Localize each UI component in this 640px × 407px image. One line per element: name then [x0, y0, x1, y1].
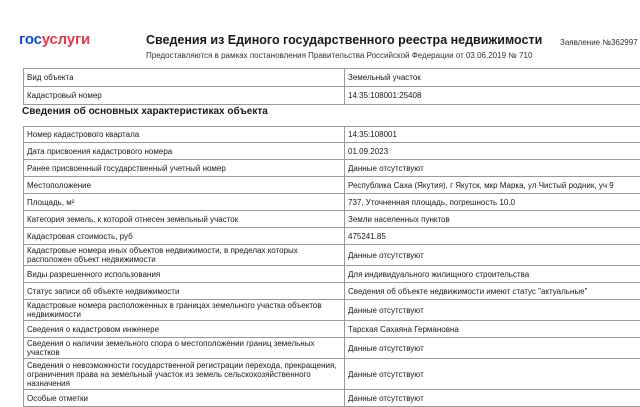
table-row [24, 245, 640, 266]
row-label: Кадастровая стоимость, руб [24, 228, 345, 245]
row-value: 14:35:108001:25408 [345, 87, 640, 105]
header [0, 0, 640, 64]
row-value: 475241.85 [345, 228, 640, 245]
row-label: Площадь, м² [24, 194, 345, 211]
row-label: Кадастровые номера иных объектов недвижимости, в пределах которых расположен объект недвижимости [24, 245, 345, 266]
row-label: Сведения о кадастровом инженере [24, 321, 345, 338]
row-label: Местоположение [24, 177, 345, 194]
statement-number: Заявление №362997 [560, 38, 638, 47]
row-label: Кадастровые номера расположенных в границах земельного участка объектов недвижимости [24, 300, 345, 321]
table-row [24, 266, 640, 283]
table-row [24, 87, 640, 105]
row-label: Статус записи об объекте недвижимости [24, 283, 345, 300]
table-row [24, 177, 640, 194]
row-value: Данные отсутствуют [345, 160, 640, 177]
row-label: Сведения о невозможности государственной регистрации перехода, прекращения, ограничения права на земельный участок из земель сельскохозяйственного назначения [24, 359, 345, 390]
gosuslugi-logo[interactable]: госуслуги [19, 32, 90, 48]
row-value: Данные отсутствуют [345, 359, 640, 390]
row-label: Кадастровый номер [24, 87, 345, 105]
table-row [24, 127, 640, 143]
document-title: Сведения из Единого государственного реестра недвижимости [146, 33, 542, 47]
object-table [23, 68, 640, 105]
row-label: Вид объекта [24, 69, 345, 87]
row-label: Виды разрешенного использования [24, 266, 345, 283]
table-row [24, 300, 640, 321]
row-value: 14:35:108001 [345, 127, 640, 143]
row-value: Данные отсутствуют [345, 300, 640, 321]
row-value: Для индивидуального жилищного строительства [345, 266, 640, 283]
table-row [24, 228, 640, 245]
table-row [24, 211, 640, 228]
row-label: Категория земель, к которой отнесен земельный участок [24, 211, 345, 228]
table-row [24, 321, 640, 338]
row-value: 01.09.2023 [345, 143, 640, 160]
document-subtitle: Предоставляются в рамках постановления Правительства Российской Федерации от 03.06.2019 № 710 [146, 51, 532, 60]
table-row [24, 69, 640, 87]
row-value: Республика Саха (Якутия), г Якутск, мкр Марка, ул Чистый родник, уч 9 [345, 177, 640, 194]
table-row [24, 160, 640, 177]
characteristics-table [23, 126, 640, 407]
row-label: Ранее присвоенный государственный учетный номер [24, 160, 345, 177]
row-value: Земли населенных пунктов [345, 211, 640, 228]
row-label: Номер кадастрового квартала [24, 127, 345, 143]
row-value: 737, Уточненная площадь, погрешность 10.0 [345, 194, 640, 211]
row-value: Тарская Сахаяна Германовна [345, 321, 640, 338]
table-row [24, 338, 640, 359]
table-row [24, 143, 640, 160]
row-label: Дата присвоения кадастрового номера [24, 143, 345, 160]
row-value: Данные отсутствуют [345, 338, 640, 359]
table-row [24, 283, 640, 300]
section-title: Сведения об основных характеристиках объекта [22, 106, 268, 117]
row-label: Особые отметки [24, 390, 345, 407]
row-value: Данные отсутствуют [345, 245, 640, 266]
row-value: Данные отсутствуют [345, 390, 640, 407]
row-value: Сведения об объекте недвижимости имеют статус "актуальные" [345, 283, 640, 300]
table-row [24, 390, 640, 407]
table-row [24, 359, 640, 390]
row-value: Земельный участок [345, 69, 640, 87]
table-row [24, 194, 640, 211]
row-label: Сведения о наличии земельного спора о местоположении границ земельных участков [24, 338, 345, 359]
